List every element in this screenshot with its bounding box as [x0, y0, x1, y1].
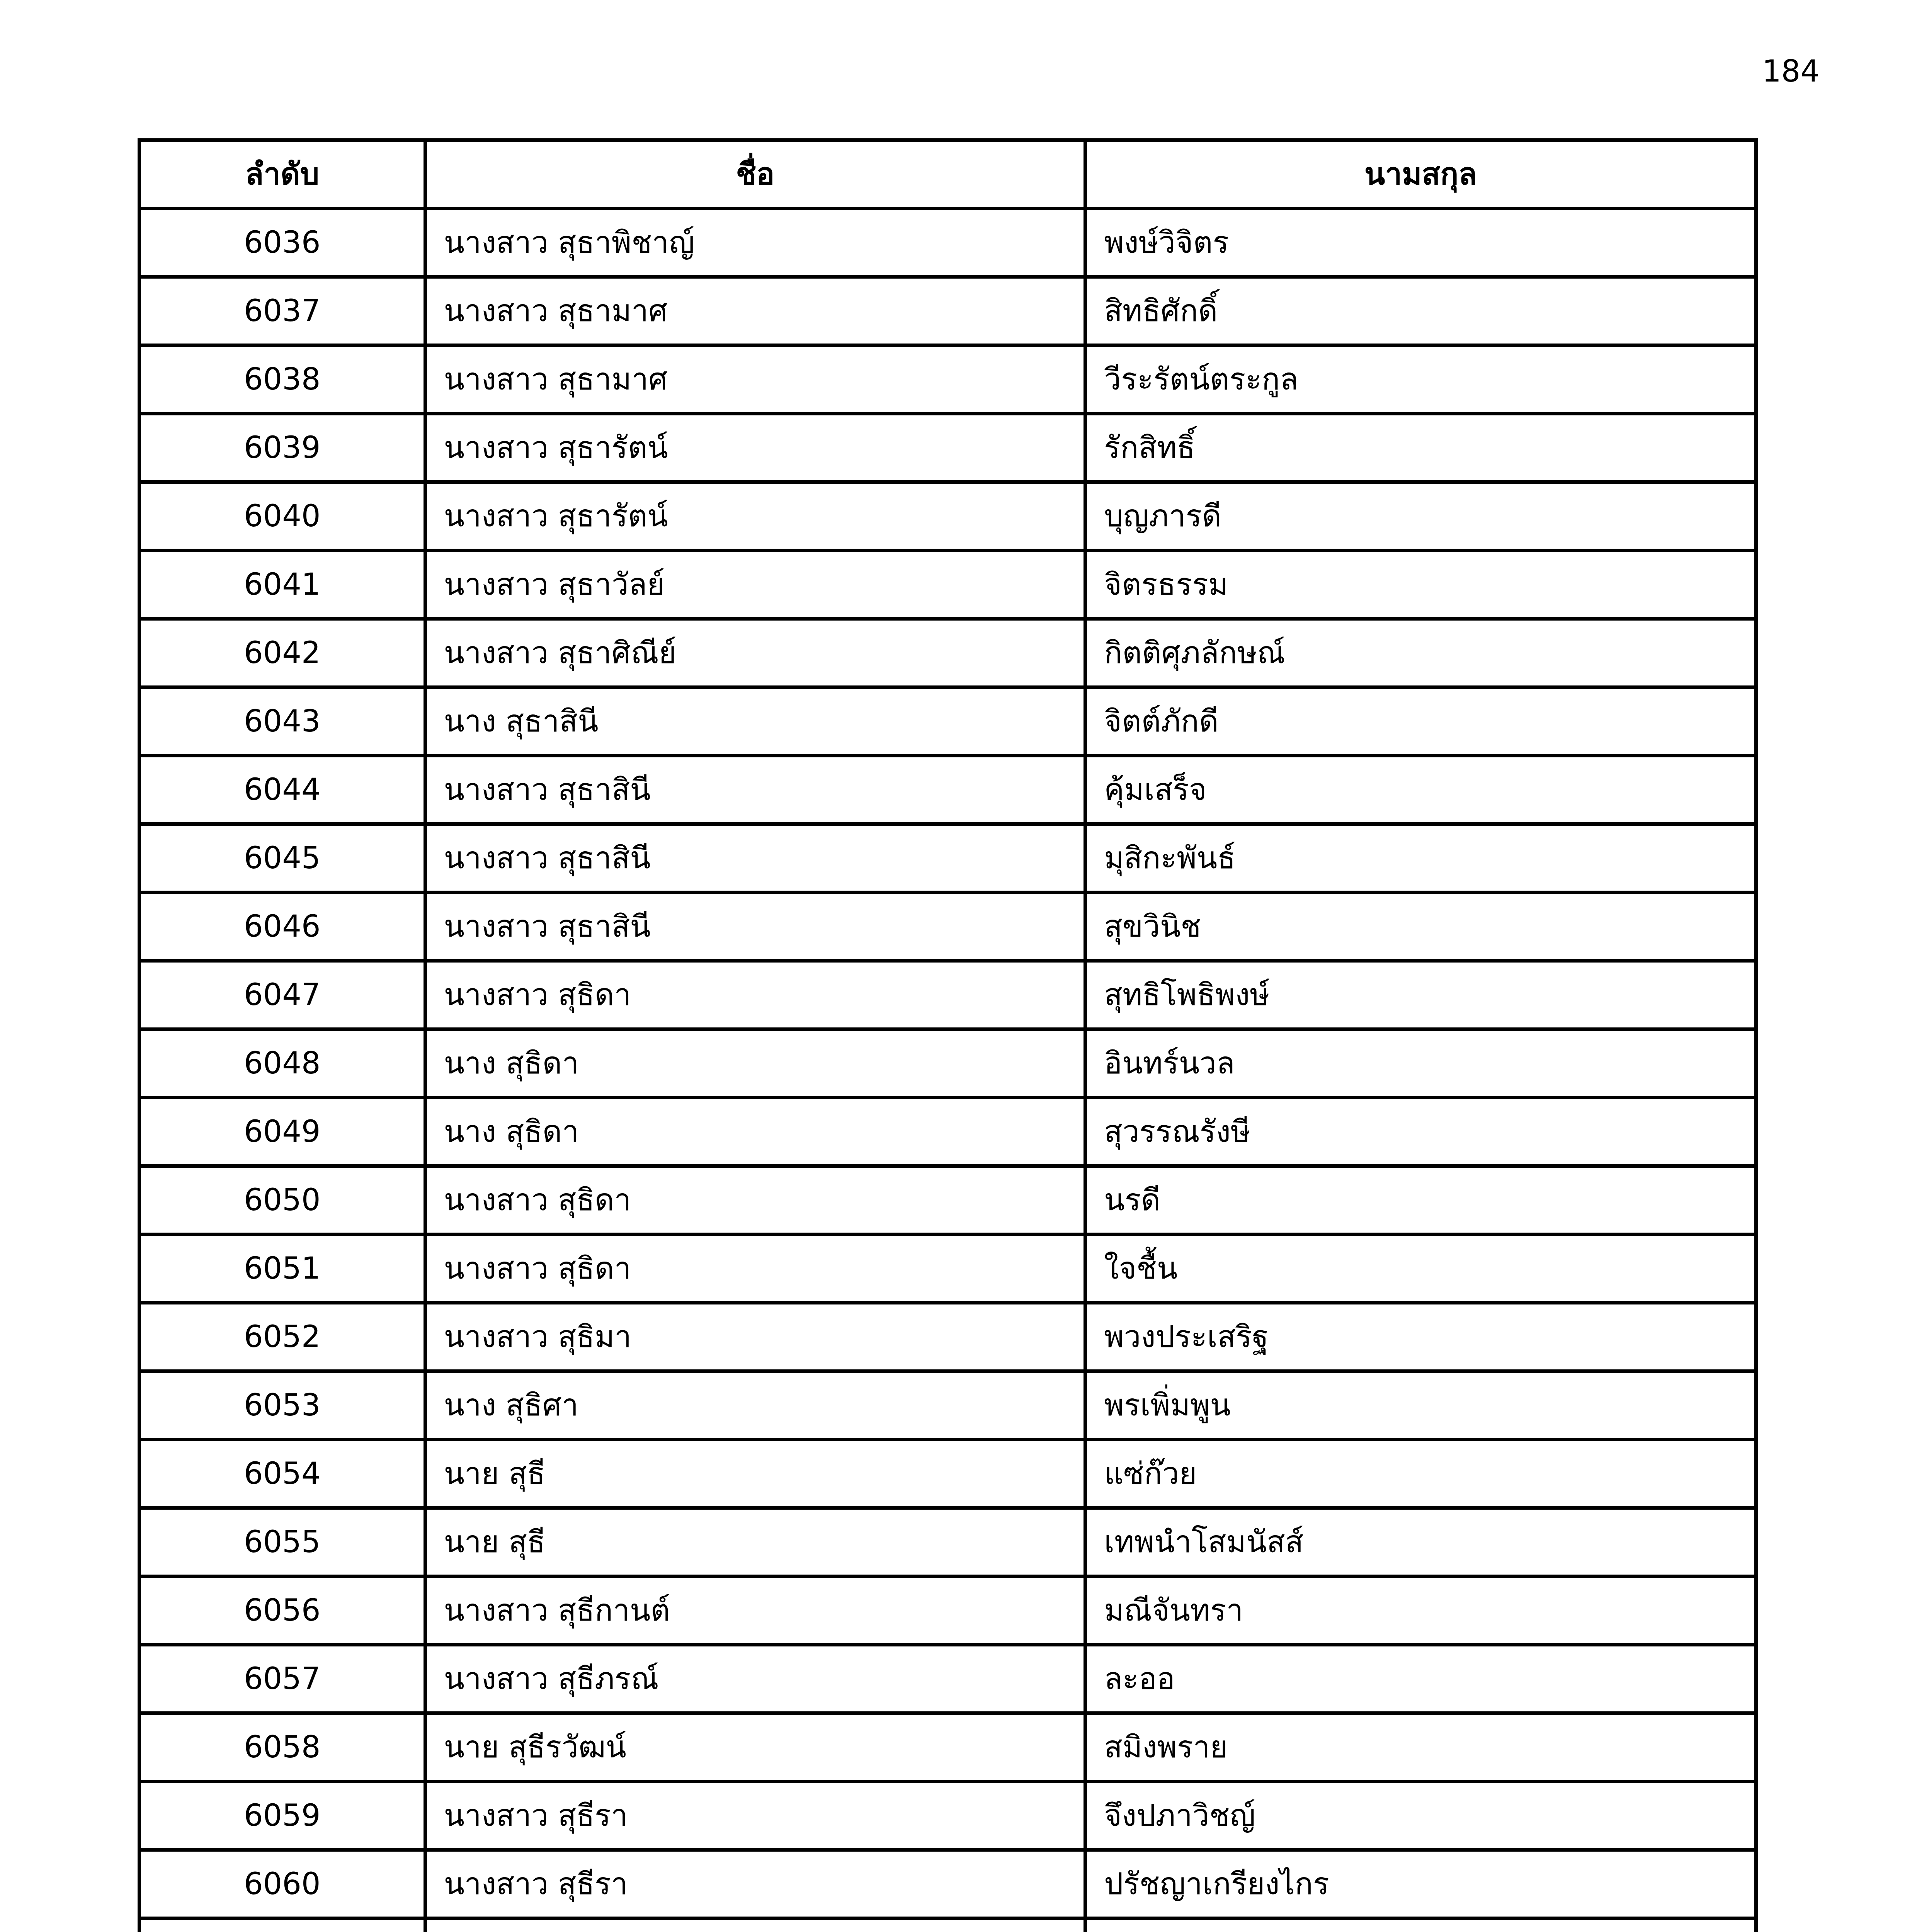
table-row: [139, 1029, 1756, 1098]
cell-surname: บุญภารดี: [1085, 482, 1756, 551]
cell-first-name: นาย สุธี: [425, 1508, 1085, 1577]
cell-order: 6058: [139, 1713, 425, 1782]
cell-order: 6051: [139, 1235, 425, 1303]
cell-order: 6038: [139, 345, 425, 414]
cell-order: 6060: [139, 1850, 425, 1918]
cell-first-name: นางสาว สุธิดา: [425, 1235, 1085, 1303]
cell-first-name: นางสาว สุธามาศ: [425, 345, 1085, 414]
cell-order: 6050: [139, 1166, 425, 1235]
cell-order: 6049: [139, 1098, 425, 1166]
cell-surname: พวงประเสริฐ: [1085, 1303, 1756, 1371]
cell-order: 6036: [139, 209, 425, 277]
cell-first-name: นางสาว สุธาสินี: [425, 824, 1085, 893]
name-list-table: [138, 138, 1758, 1932]
cell-surname: จิตรธรรม: [1085, 551, 1756, 619]
cell-surname: สุวรรณรังษี: [1085, 1098, 1756, 1166]
page-number: 184: [1762, 54, 1820, 89]
table-row: [139, 1850, 1756, 1918]
cell-surname: จึงปภาวิชญ์: [1085, 1782, 1756, 1850]
cell-surname: สมิงพราย: [1085, 1713, 1756, 1782]
table-row: [139, 345, 1756, 414]
table-row: [139, 277, 1756, 345]
cell-order: 6046: [139, 893, 425, 961]
cell-surname: [1085, 1918, 1756, 1932]
table-row: [139, 619, 1756, 687]
table-row: [139, 1508, 1756, 1577]
cell-order: 6045: [139, 824, 425, 893]
cell-first-name: นางสาว สุธารัตน์: [425, 482, 1085, 551]
cell-surname: วีระรัตน์ตระกูล: [1085, 345, 1756, 414]
cell-order: [139, 1918, 425, 1932]
cell-surname: สุขวินิช: [1085, 893, 1756, 961]
table-row: [139, 551, 1756, 619]
table-row: [139, 1577, 1756, 1645]
header-first-name: ชื่อ: [425, 140, 1085, 209]
cell-order: 6054: [139, 1440, 425, 1508]
cell-order: 6042: [139, 619, 425, 687]
cell-first-name: นางสาว สุธาศิณีย์: [425, 619, 1085, 687]
cell-order: 6041: [139, 551, 425, 619]
table-row: [139, 209, 1756, 277]
cell-first-name: นางสาว สุธามาศ: [425, 277, 1085, 345]
table-row: [139, 1440, 1756, 1508]
table-row: [139, 1098, 1756, 1166]
cell-order: 6043: [139, 687, 425, 756]
cell-surname: ใจชื้น: [1085, 1235, 1756, 1303]
cell-order: 6048: [139, 1029, 425, 1098]
cell-order: 6039: [139, 414, 425, 482]
table-row: [139, 1235, 1756, 1303]
table-row: [139, 482, 1756, 551]
cell-order: 6053: [139, 1371, 425, 1440]
cell-surname: คุ้มเสร็จ: [1085, 756, 1756, 824]
cell-surname: สุทธิโพธิพงษ์: [1085, 961, 1756, 1029]
cell-first-name: นางสาว สุธิมา: [425, 1303, 1085, 1371]
cell-first-name: นางสาว สุธาสินี: [425, 756, 1085, 824]
cell-order: 6044: [139, 756, 425, 824]
cell-surname: สิทธิศักดิ์: [1085, 277, 1756, 345]
cell-order: 6052: [139, 1303, 425, 1371]
cell-first-name: นาง สุธิศา: [425, 1371, 1085, 1440]
table-row: [139, 1645, 1756, 1713]
cell-surname: ปรัชญาเกรียงไกร: [1085, 1850, 1756, 1918]
cell-first-name: นางสาว สุธีรา: [425, 1782, 1085, 1850]
cell-first-name: นางสาว สุธีกานต์: [425, 1577, 1085, 1645]
table-header-row: [139, 140, 1756, 209]
cell-first-name: นาย สุธี: [425, 1440, 1085, 1508]
cell-surname: อินทร์นวล: [1085, 1029, 1756, 1098]
cell-first-name: นาง สุธิดา: [425, 1098, 1085, 1166]
table-row: [139, 756, 1756, 824]
header-order: ลำดับ: [139, 140, 425, 209]
table-row: [139, 1782, 1756, 1850]
header-surname: นามสกุล: [1085, 140, 1756, 209]
cell-surname: มณีจันทรา: [1085, 1577, 1756, 1645]
table-row: [139, 687, 1756, 756]
table-row: [139, 961, 1756, 1029]
cell-order: 6055: [139, 1508, 425, 1577]
cell-order: 6037: [139, 277, 425, 345]
cell-first-name: นาง สุธาสินี: [425, 687, 1085, 756]
cell-first-name: [425, 1918, 1085, 1932]
cell-surname: แซ่ก๊วย: [1085, 1440, 1756, 1508]
table-row: [139, 1918, 1756, 1932]
cell-order: 6040: [139, 482, 425, 551]
cell-surname: กิตติศุภลักษณ์: [1085, 619, 1756, 687]
table-row: [139, 1166, 1756, 1235]
cell-first-name: นางสาว สุธาวัลย์: [425, 551, 1085, 619]
cell-surname: มุสิกะพันธ์: [1085, 824, 1756, 893]
cell-first-name: นางสาว สุธารัตน์: [425, 414, 1085, 482]
cell-first-name: นางสาว สุธิดา: [425, 1166, 1085, 1235]
cell-first-name: นาย สุธีรวัฒน์: [425, 1713, 1085, 1782]
cell-first-name: นาง สุธิดา: [425, 1029, 1085, 1098]
table-row: [139, 1371, 1756, 1440]
table-row: [139, 824, 1756, 893]
cell-surname: นรดี: [1085, 1166, 1756, 1235]
cell-surname: พงษ์วิจิตร: [1085, 209, 1756, 277]
cell-surname: รักสิทธิ์: [1085, 414, 1756, 482]
cell-surname: จิตต์ภักดี: [1085, 687, 1756, 756]
cell-first-name: นางสาว สุธาพิชาญ์: [425, 209, 1085, 277]
cell-order: 6057: [139, 1645, 425, 1713]
table-row: [139, 414, 1756, 482]
table-row: [139, 1713, 1756, 1782]
cell-order: 6047: [139, 961, 425, 1029]
cell-surname: เทพนำโสมนัสส์: [1085, 1508, 1756, 1577]
cell-first-name: นางสาว สุธีรา: [425, 1850, 1085, 1918]
table-row: [139, 1303, 1756, 1371]
cell-surname: ละออ: [1085, 1645, 1756, 1713]
cell-order: 6059: [139, 1782, 425, 1850]
cell-order: 6056: [139, 1577, 425, 1645]
cell-first-name: นางสาว สุธีภรณ์: [425, 1645, 1085, 1713]
table-row: [139, 893, 1756, 961]
cell-surname: พรเพิ่มพูน: [1085, 1371, 1756, 1440]
cell-first-name: นางสาว สุธิดา: [425, 961, 1085, 1029]
cell-first-name: นางสาว สุธาสินี: [425, 893, 1085, 961]
